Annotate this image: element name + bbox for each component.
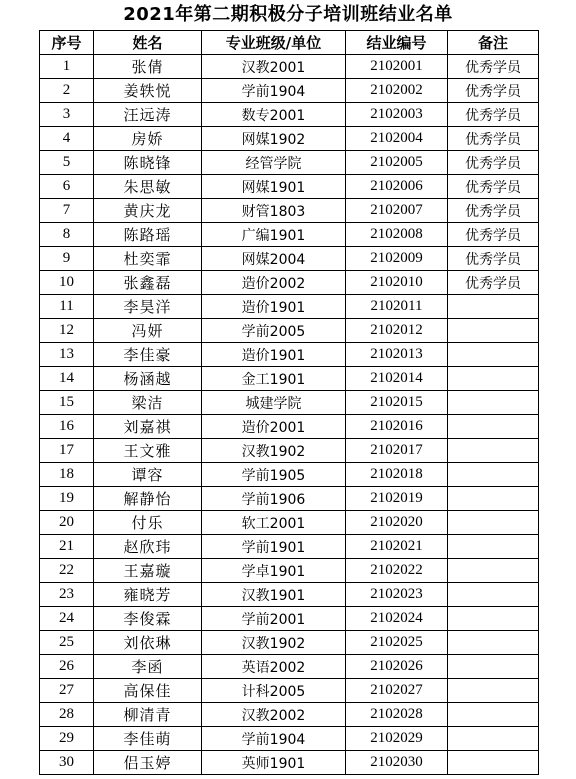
cell-remarks [448,487,539,511]
table-row [40,295,539,319]
cell-name: 雍晓芳 [94,583,202,607]
cell-class-unit: 学前2005 [202,319,346,343]
table-row [40,751,539,775]
cell-name: 侣玉婷 [94,751,202,775]
cell-name: 刘嘉祺 [94,415,202,439]
cell-name: 房娇 [94,127,202,151]
cell-remarks [448,367,539,391]
cell-serial: 29 [40,727,94,751]
table-row [40,415,539,439]
table-row [40,223,539,247]
table-row [40,559,539,583]
cell-serial: 10 [40,271,94,295]
table-row [40,199,539,223]
table-row [40,463,539,487]
cell-remarks [448,703,539,727]
cell-remarks [448,439,539,463]
cell-remarks [448,655,539,679]
cell-remarks [448,463,539,487]
cell-serial: 18 [40,463,94,487]
cell-certificate-no: 2102028 [346,703,448,727]
cell-class-unit: 汉教1902 [202,631,346,655]
cell-name: 刘依琳 [94,631,202,655]
graduation-roster-table [39,30,539,775]
cell-certificate-no: 2102013 [346,343,448,367]
cell-class-unit: 造价1901 [202,295,346,319]
cell-remarks [448,727,539,751]
cell-remarks: 优秀学员 [448,127,539,151]
column-header-certificate-no: 结业编号 [346,31,448,55]
table-row [40,343,539,367]
cell-class-unit: 造价2002 [202,271,346,295]
table-row [40,583,539,607]
cell-name: 朱思敏 [94,175,202,199]
cell-serial: 1 [40,55,94,79]
table-row [40,175,539,199]
table-row [40,79,539,103]
cell-serial: 19 [40,487,94,511]
cell-remarks: 优秀学员 [448,199,539,223]
cell-remarks [448,751,539,775]
cell-certificate-no: 2102025 [346,631,448,655]
cell-serial: 24 [40,607,94,631]
cell-serial: 16 [40,415,94,439]
cell-certificate-no: 2102009 [346,247,448,271]
cell-certificate-no: 2102014 [346,367,448,391]
cell-serial: 11 [40,295,94,319]
cell-class-unit: 计科2005 [202,679,346,703]
cell-class-unit: 汉教2001 [202,55,346,79]
cell-class-unit: 学前2001 [202,607,346,631]
cell-certificate-no: 2102024 [346,607,448,631]
cell-certificate-no: 2102019 [346,487,448,511]
cell-class-unit: 网媒2004 [202,247,346,271]
cell-certificate-no: 2102023 [346,583,448,607]
table-row [40,535,539,559]
cell-name: 谭容 [94,463,202,487]
table-row [40,103,539,127]
cell-certificate-no: 2102029 [346,727,448,751]
table-row [40,679,539,703]
cell-remarks: 优秀学员 [448,79,539,103]
cell-certificate-no: 2102015 [346,391,448,415]
cell-remarks: 优秀学员 [448,103,539,127]
cell-class-unit: 城建学院 [202,391,346,415]
cell-certificate-no: 2102007 [346,199,448,223]
cell-name: 黄庆龙 [94,199,202,223]
cell-serial: 27 [40,679,94,703]
cell-class-unit: 金工1901 [202,367,346,391]
cell-remarks: 优秀学员 [448,55,539,79]
table-row [40,319,539,343]
cell-serial: 8 [40,223,94,247]
cell-certificate-no: 2102006 [346,175,448,199]
cell-class-unit: 学前1905 [202,463,346,487]
cell-name: 解静怡 [94,487,202,511]
cell-class-unit: 学前1904 [202,727,346,751]
cell-serial: 23 [40,583,94,607]
cell-name: 陈路瑶 [94,223,202,247]
table-row [40,655,539,679]
table-row [40,487,539,511]
cell-serial: 4 [40,127,94,151]
cell-class-unit: 学前1906 [202,487,346,511]
table-row [40,271,539,295]
cell-remarks [448,511,539,535]
cell-serial: 15 [40,391,94,415]
column-header-serial: 序号 [40,31,94,55]
cell-remarks [448,631,539,655]
table-header-row [40,31,539,55]
cell-name: 李昊洋 [94,295,202,319]
cell-name: 付乐 [94,511,202,535]
cell-remarks [448,343,539,367]
cell-remarks [448,319,539,343]
cell-class-unit: 软工2001 [202,511,346,535]
cell-name: 姜轶悦 [94,79,202,103]
table-row [40,607,539,631]
table-row [40,631,539,655]
cell-remarks: 优秀学员 [448,151,539,175]
cell-certificate-no: 2102022 [346,559,448,583]
cell-class-unit: 英师1901 [202,751,346,775]
cell-serial: 3 [40,103,94,127]
cell-certificate-no: 2102008 [346,223,448,247]
cell-remarks: 优秀学员 [448,247,539,271]
cell-name: 李函 [94,655,202,679]
cell-certificate-no: 2102020 [346,511,448,535]
cell-certificate-no: 2102018 [346,463,448,487]
cell-class-unit: 学前1901 [202,535,346,559]
table-row [40,127,539,151]
column-header-remarks: 备注 [448,31,539,55]
cell-class-unit: 造价2001 [202,415,346,439]
cell-certificate-no: 2102010 [346,271,448,295]
cell-name: 高保佳 [94,679,202,703]
cell-serial: 17 [40,439,94,463]
cell-serial: 21 [40,535,94,559]
cell-class-unit: 学卓1901 [202,559,346,583]
cell-name: 陈晓锋 [94,151,202,175]
table-row [40,391,539,415]
cell-certificate-no: 2102027 [346,679,448,703]
cell-remarks [448,415,539,439]
cell-certificate-no: 2102017 [346,439,448,463]
cell-serial: 5 [40,151,94,175]
cell-remarks: 优秀学员 [448,223,539,247]
cell-serial: 26 [40,655,94,679]
cell-serial: 12 [40,319,94,343]
cell-certificate-no: 2102012 [346,319,448,343]
column-header-class-unit: 专业班级/单位 [202,31,346,55]
cell-serial: 6 [40,175,94,199]
cell-certificate-no: 2102003 [346,103,448,127]
cell-remarks: 优秀学员 [448,271,539,295]
cell-name: 柳清青 [94,703,202,727]
cell-certificate-no: 2102004 [346,127,448,151]
cell-remarks [448,391,539,415]
cell-class-unit: 网媒1902 [202,127,346,151]
cell-class-unit: 广编1901 [202,223,346,247]
cell-remarks: 优秀学员 [448,175,539,199]
table-row [40,703,539,727]
table-row [40,727,539,751]
cell-name: 张鑫磊 [94,271,202,295]
cell-name: 梁洁 [94,391,202,415]
cell-serial: 2 [40,79,94,103]
cell-class-unit: 汉教2002 [202,703,346,727]
cell-serial: 20 [40,511,94,535]
table-row [40,367,539,391]
cell-name: 李佳豪 [94,343,202,367]
cell-name: 汪远涛 [94,103,202,127]
cell-remarks [448,295,539,319]
cell-class-unit: 学前1904 [202,79,346,103]
cell-class-unit: 汉教1902 [202,439,346,463]
cell-name: 王嘉璇 [94,559,202,583]
document-title: 2021年第二期积极分子培训班结业名单 [123,4,453,25]
cell-serial: 28 [40,703,94,727]
cell-certificate-no: 2102011 [346,295,448,319]
cell-class-unit: 造价1901 [202,343,346,367]
cell-remarks [448,607,539,631]
column-header-name: 姓名 [94,31,202,55]
cell-name: 赵欣玮 [94,535,202,559]
cell-remarks [448,679,539,703]
cell-class-unit: 经管学院 [202,151,346,175]
cell-certificate-no: 2102026 [346,655,448,679]
cell-remarks [448,559,539,583]
cell-certificate-no: 2102030 [346,751,448,775]
cell-serial: 14 [40,367,94,391]
cell-class-unit: 财管1803 [202,199,346,223]
cell-name: 杜奕霏 [94,247,202,271]
table-row [40,247,539,271]
cell-class-unit: 英语2002 [202,655,346,679]
cell-certificate-no: 2102021 [346,535,448,559]
cell-serial: 13 [40,343,94,367]
cell-name: 王文雅 [94,439,202,463]
cell-serial: 25 [40,631,94,655]
table-row [40,151,539,175]
cell-name: 杨涵越 [94,367,202,391]
cell-class-unit: 数专2001 [202,103,346,127]
cell-class-unit: 汉教1901 [202,583,346,607]
cell-serial: 30 [40,751,94,775]
cell-name: 李俊霖 [94,607,202,631]
cell-remarks [448,535,539,559]
table-row [40,439,539,463]
cell-serial: 7 [40,199,94,223]
cell-name: 李佳萌 [94,727,202,751]
cell-class-unit: 网媒1901 [202,175,346,199]
cell-certificate-no: 2102001 [346,55,448,79]
cell-certificate-no: 2102016 [346,415,448,439]
table-row [40,511,539,535]
cell-serial: 9 [40,247,94,271]
table-row [40,55,539,79]
cell-certificate-no: 2102005 [346,151,448,175]
cell-name: 张倩 [94,55,202,79]
cell-certificate-no: 2102002 [346,79,448,103]
cell-serial: 22 [40,559,94,583]
cell-name: 冯妍 [94,319,202,343]
table-body [40,55,539,775]
cell-remarks [448,583,539,607]
